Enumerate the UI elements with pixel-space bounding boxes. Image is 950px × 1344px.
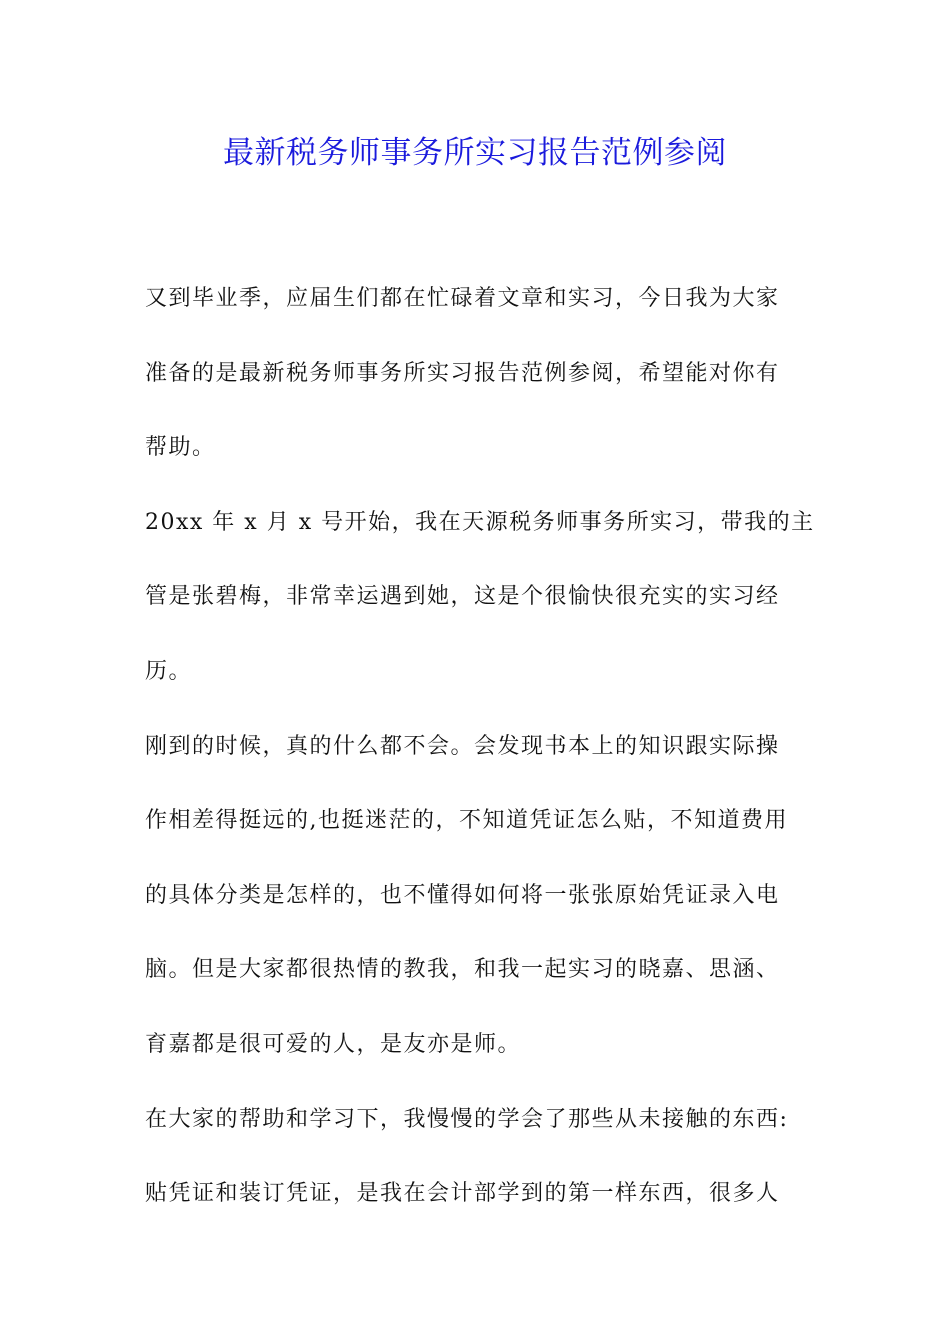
text-line: 又到毕业季，应届生们都在忙碌着文章和实习，今日我为大家	[145, 286, 780, 311]
text-line: 管是张碧梅，非常幸运遇到她，这是个很愉快很充实的实习经	[145, 584, 780, 610]
text-line: 历。	[145, 658, 193, 684]
text-line: 在大家的帮助和学习下，我慢慢的学会了那些从未接触的东西:	[145, 1106, 789, 1132]
text-line: 帮助。	[145, 435, 216, 461]
text-line: 准备的是最新税务师事务所实习报告范例参阅，希望能对你有	[145, 360, 780, 386]
text-line: 育嘉都是很可爱的人，是友亦是师。	[145, 1031, 522, 1057]
text-line: 刚到的时候，真的什么都不会。会发现书本上的知识跟实际操	[145, 733, 780, 759]
document-body	[145, 262, 815, 1232]
text-line: 脑。但是大家都很热情的教我，和我一起实习的晓嘉、思涵、	[145, 957, 780, 983]
paragraph-learning	[145, 1083, 807, 1232]
text-line: 的具体分类是怎样的，也不懂得如何将一张张原始凭证录入电	[145, 882, 780, 908]
text-line: 20xx 年 x 月 x 号开始，我在天源税务师事务所实习，带我的主	[145, 509, 815, 535]
paragraph-arrival	[145, 710, 807, 1083]
text-line: 作相差得挺远的,也挺迷茫的，不知道凭证怎么贴，不知道费用	[145, 808, 788, 834]
text-line: 贴凭证和装订凭证，是我在会计部学到的第一样东西，很多人	[145, 1181, 780, 1207]
paragraph-intro	[145, 262, 807, 486]
paragraph-start	[145, 486, 815, 710]
document-title: 最新税务师事务所实习报告范例参阅	[223, 135, 727, 171]
